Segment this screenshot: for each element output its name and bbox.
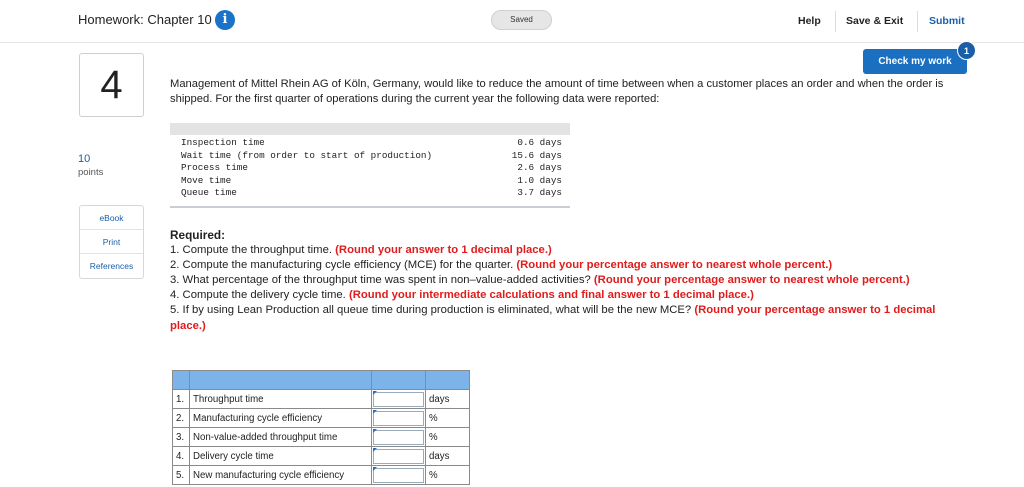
requirements <box>170 228 940 334</box>
requirement-text: 1. Compute the throughput time. <box>170 244 333 257</box>
row-unit: % <box>426 466 470 485</box>
submit-button[interactable]: Submit <box>929 15 965 27</box>
requirement-item <box>170 273 940 288</box>
data-value: 2.6 days <box>517 162 562 173</box>
info-icon[interactable]: i <box>215 10 235 30</box>
delivery-cycle-time-input[interactable] <box>373 449 424 464</box>
row-label: Manufacturing cycle efficiency <box>190 409 372 428</box>
help-button[interactable]: Help <box>798 15 821 27</box>
rounding-note: (Round your answer to 1 decimal place.) <box>335 244 552 257</box>
answer-row <box>173 447 470 466</box>
non-value-added-input[interactable] <box>373 430 424 445</box>
data-table <box>170 123 570 208</box>
row-number: 4. <box>173 447 190 466</box>
question-number: 4 <box>79 53 144 117</box>
ebook-link[interactable]: eBook <box>80 206 143 230</box>
data-value: 0.6 days <box>517 137 562 148</box>
row-number: 3. <box>173 428 190 447</box>
answer-cell <box>372 466 426 485</box>
data-value: 1.0 days <box>517 174 562 186</box>
points-label: points <box>78 167 104 178</box>
rounding-note: (Round your percentage answer to 1 decimal place.) <box>170 304 936 332</box>
row-number: 1. <box>173 390 190 409</box>
resource-links <box>79 205 144 279</box>
data-label: Move time <box>181 174 232 186</box>
row-label: Non-value-added throughput time <box>190 428 372 447</box>
top-bar <box>0 0 1024 43</box>
requirement-text: 2. Compute the manufacturing cycle efficiency (MCE) for the quarter. <box>170 259 514 272</box>
print-link[interactable]: Print <box>80 230 143 254</box>
requirement-item <box>170 243 940 258</box>
points-value: 10 <box>78 153 91 165</box>
data-label: Wait time (from order to start of production) <box>181 149 433 161</box>
answer-table <box>172 370 470 485</box>
row-unit: % <box>426 409 470 428</box>
row-label: Delivery cycle time <box>190 447 372 466</box>
required-heading: Required: <box>170 228 226 242</box>
save-exit-button[interactable]: Save & Exit <box>846 15 904 27</box>
problem-statement: Management of Mittel Rhein AG of Köln, Germany, would like to reduce the amount of time between when a customer places an order and when the order is shipped. For the first quarter of operations during the current year the following data were reported: <box>170 78 944 105</box>
row-number: 2. <box>173 409 190 428</box>
answer-cell <box>372 447 426 466</box>
divider <box>835 11 836 32</box>
answer-table-header <box>173 371 470 390</box>
references-link[interactable]: References <box>89 261 134 271</box>
throughput-time-input[interactable] <box>373 392 424 407</box>
row-unit: days <box>426 390 470 409</box>
row-unit: % <box>426 428 470 447</box>
requirement-item <box>170 288 940 303</box>
saved-status-badge: Saved <box>491 10 552 30</box>
row-number: 5. <box>173 466 190 485</box>
answer-cell <box>372 428 426 447</box>
data-value: 3.7 days <box>517 187 562 198</box>
answer-row <box>173 466 470 485</box>
answer-row <box>173 409 470 428</box>
requirement-text: 4. Compute the delivery cycle time. <box>170 289 346 302</box>
check-count-badge: 1 <box>957 41 976 60</box>
rounding-note: (Round your percentage answer to nearest whole percent.) <box>593 274 910 287</box>
row-unit: days <box>426 447 470 466</box>
data-value: 15.6 days <box>511 149 562 161</box>
rounding-note: (Round your percentage answer to nearest whole percent.) <box>516 259 833 272</box>
requirement-text: 3. What percentage of the throughput time was spent in non–value-added activities? <box>170 274 591 287</box>
mce-input[interactable] <box>373 411 424 426</box>
answer-cell <box>372 409 426 428</box>
new-mce-input[interactable] <box>373 468 424 483</box>
rounding-note: (Round your intermediate calculations and final answer to 1 decimal place.) <box>348 289 754 302</box>
data-label: Queue time <box>181 187 237 198</box>
row-label: Throughput time <box>190 390 372 409</box>
requirement-item <box>170 258 940 273</box>
answer-row <box>173 428 470 447</box>
divider <box>917 11 918 32</box>
check-my-work-button[interactable]: Check my work <box>863 49 967 74</box>
data-label: Inspection time <box>181 137 265 148</box>
row-label: New manufacturing cycle efficiency <box>190 466 372 485</box>
answer-row <box>173 390 470 409</box>
answer-cell <box>372 390 426 409</box>
data-label: Process time <box>181 162 248 173</box>
requirement-item <box>170 303 940 333</box>
assignment-title: Homework: Chapter 10 <box>78 12 212 27</box>
requirement-text: 5. If by using Lean Production all queue time during production is eliminated, what will be the new MCE? <box>170 304 692 317</box>
